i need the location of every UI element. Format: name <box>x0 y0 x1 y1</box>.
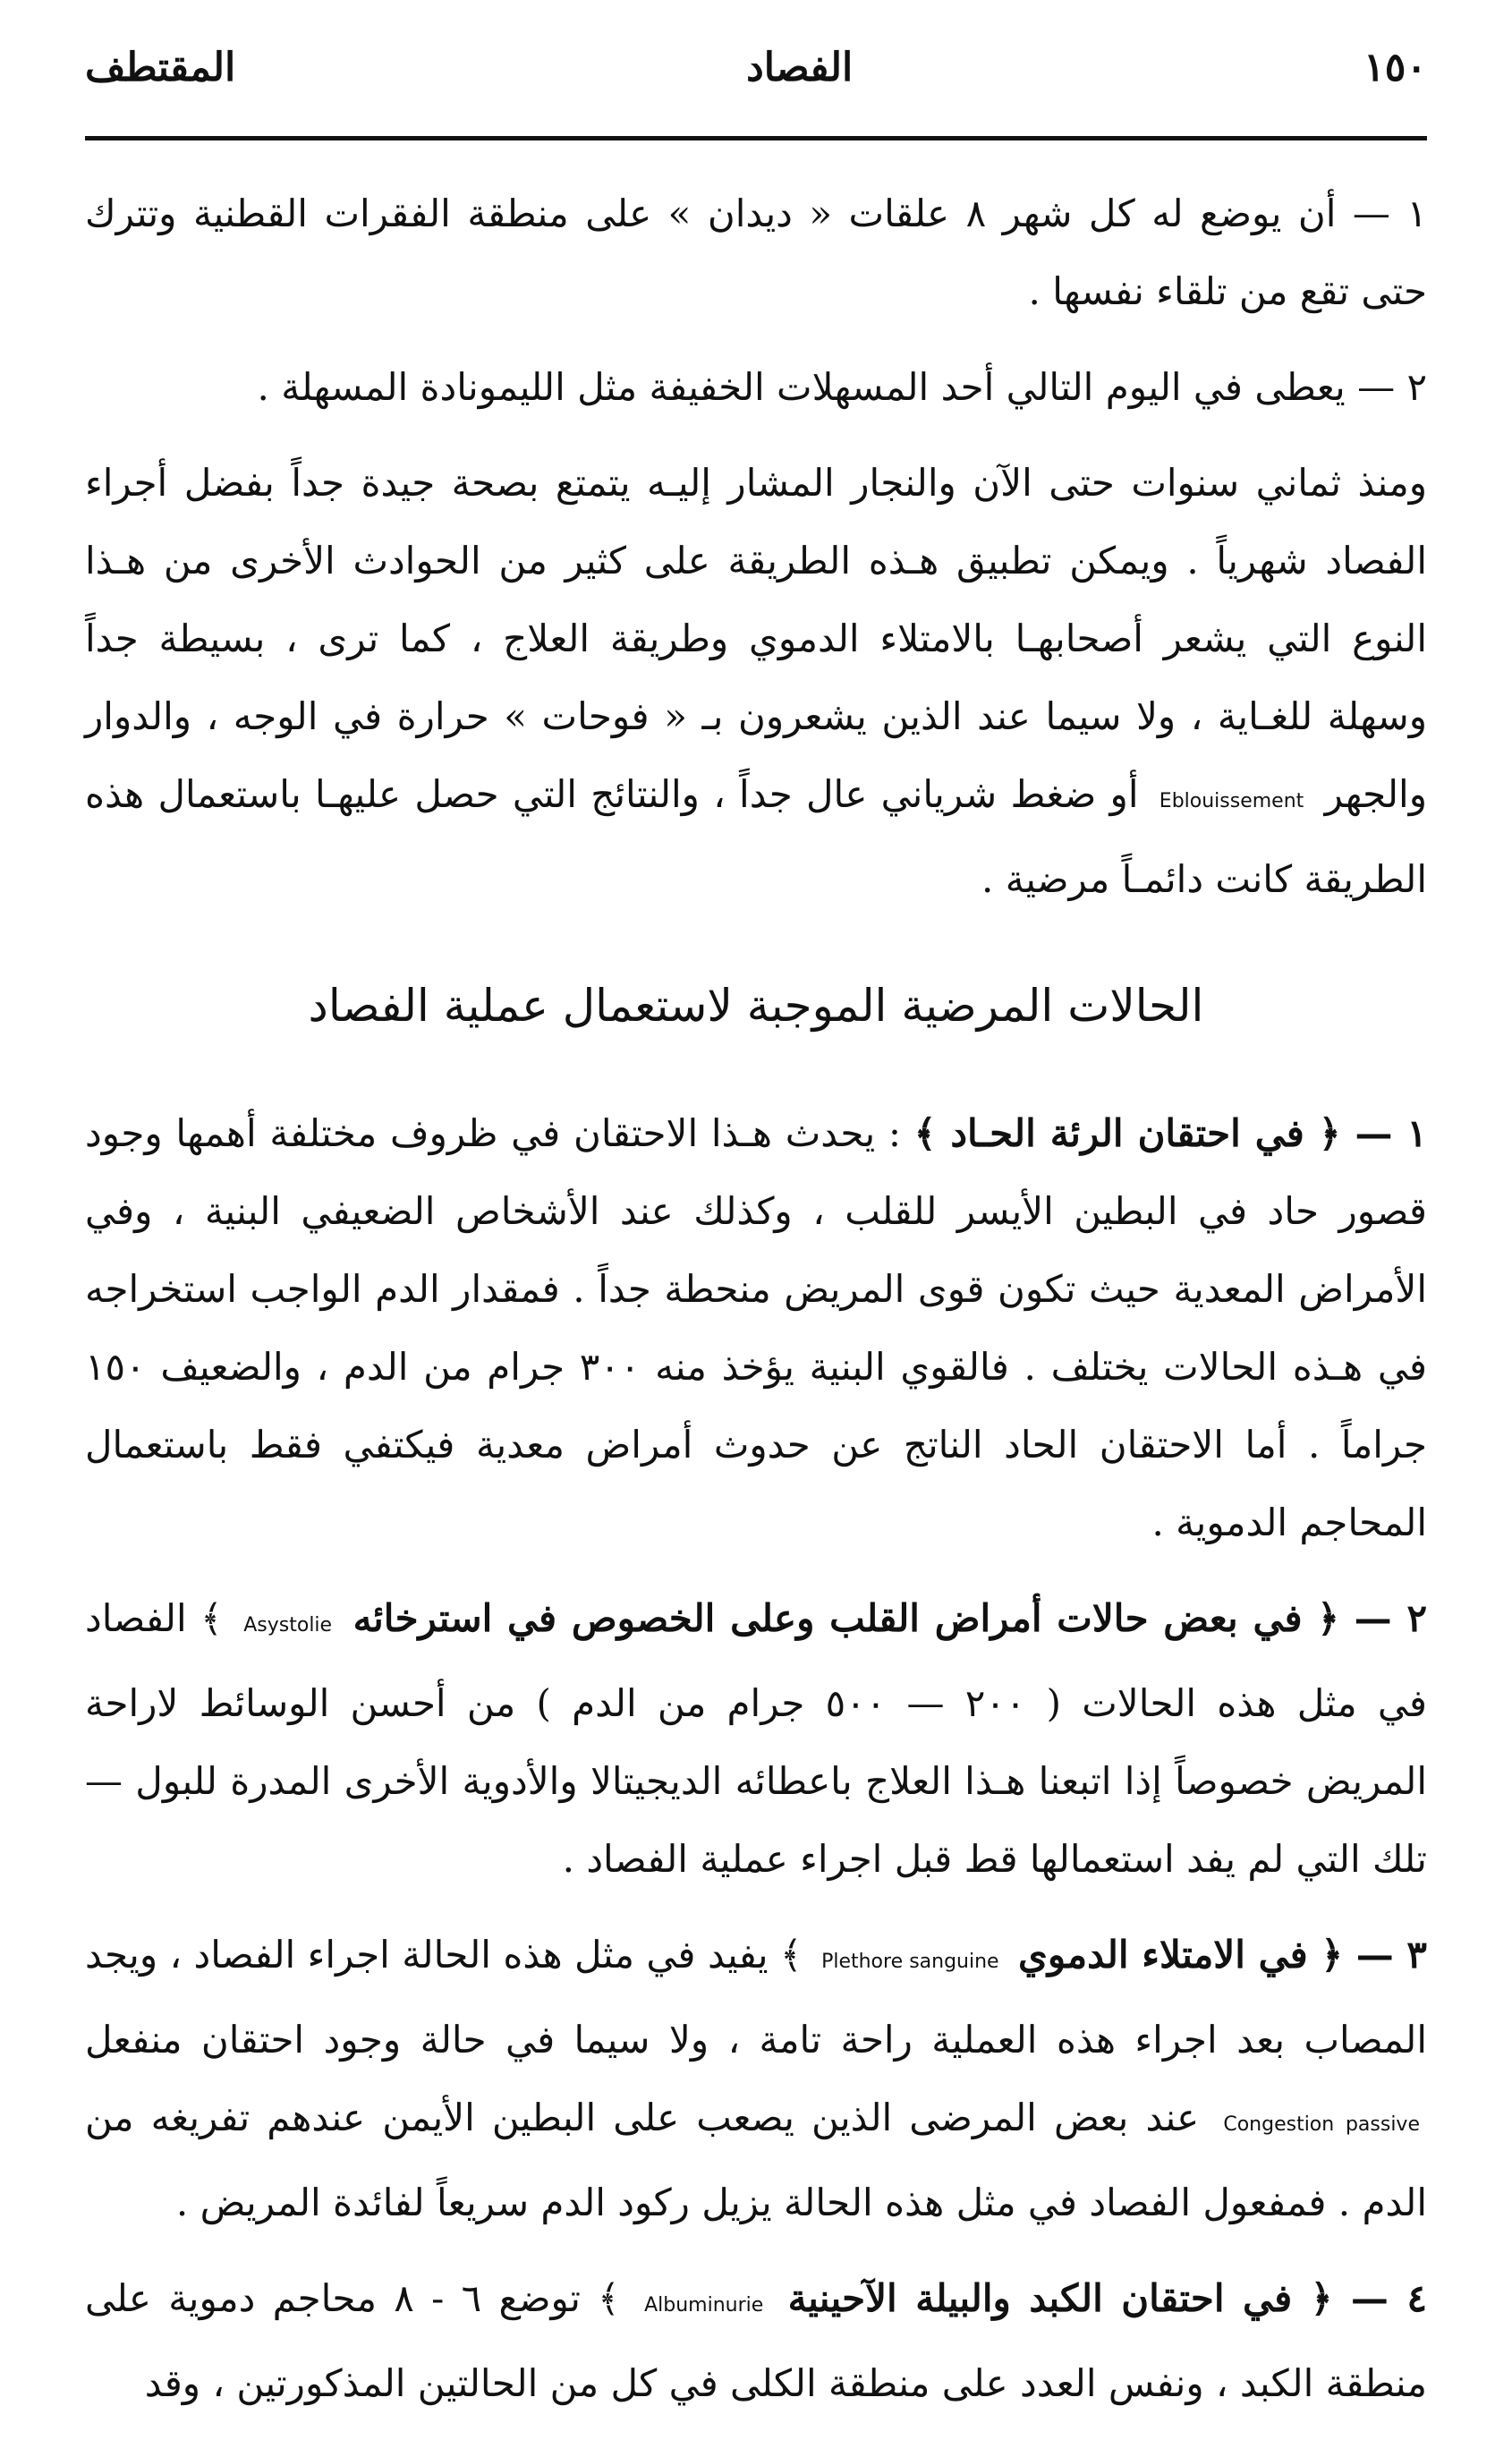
latin-term-albuminurie: Albuminurie <box>644 2294 764 2317</box>
latin-term-congestion: Congestion passive <box>1223 2113 1420 2136</box>
latin-term-plethore: Plethore sanguine <box>821 1951 999 1973</box>
paragraph-2: ٢ — يعطى في اليوم التالي أحد المسهلات الخفيفة مثل الليمونادة المسهلة . <box>257 365 1427 409</box>
case-3-text-a: ﴾ يفيد في مثل هذه الحالة اجراء الفصاد ، ويجد المصاب بعد اجراء هذه العملية راحة تامة ، ولا سيما في حالة وجود احتقان منفعل <box>85 1933 1427 2062</box>
header-rule <box>85 136 1427 140</box>
case-3 <box>85 1916 1427 2241</box>
case-1-label: ١ — ﴿ في احتقان الرئة الحـاد ﴾ <box>913 1111 1428 1155</box>
latin-term-asystolie: Asystolie <box>243 1614 333 1637</box>
case-1 <box>85 1094 1427 1561</box>
journal-title: المقتطف <box>85 44 236 90</box>
paragraph-3-text-a: ومنذ ثماني سنوات حتى الآن والنجار المشار إليـه يتمتع بصحة جيدة جداً بفضل أجراء الفصاد شهرياً . ويمكن تطبيق هـذه الطريقة على كثير من الحوادث الأخرى من هـذا النوع التي يشعر أصحابهـا بالامتلاء الدموي وطريقة العلاج ، كما ترى ، بسيطة جداً وسهلة للغـاية ، ولا سيما عند الذين يشعرون بـ « فوحات » حرارة في الوجه ، والدوار والجهر <box>85 461 1427 816</box>
page-number: ١٥٠ <box>1363 44 1427 90</box>
case-4-label: ٤ — ﴿ في احتقان الكبد والبيلة الآحينية <box>787 2276 1428 2320</box>
running-header <box>85 36 1427 98</box>
page-body <box>85 174 1427 2440</box>
case-2 <box>85 1579 1427 1898</box>
case-3-label: ٣ — ﴿ في الامتلاء الدموي <box>1018 1933 1427 1977</box>
case-4-text: ﴾ توضع ٦ - ٨ محاجم دموية على منطقة الكبد ، ونفس العدد على منطقة الكلى في كل من الحالتين المذكورتين ، وقد <box>85 2276 1427 2405</box>
section-heading: الحالات المرضية الموجبة لاستعمال عملية الفصاد <box>308 980 1204 1032</box>
latin-term-eblouissement: Eblouissement <box>1159 790 1304 812</box>
paragraph-3 <box>85 444 1427 918</box>
case-1-text: : يحدث هـذا الاحتقان في ظروف مختلفة أهمها وجود قصور حاد في البطين الأيسر للقلب ، وكذلك عند الأشخاص الضعيفي البنية ، وفي الأمراض المعدية حيث تكون قوى المريض منحطة جداً . فمقدار الدم الواجب استخراجه في هـذه الحالات يختلف . فالقوي البنية يؤخذ منه ٣٠٠ جرام من الدم ، والضعيف ١٥٠ جراماً . أما الاحتقان الحاد الناتج عن حدوث أمراض معدية فيكتفي فقط باستعمال المحاجم الدموية . <box>85 1111 1427 1544</box>
section-title: الفصاد <box>746 44 854 90</box>
case-4 <box>85 2259 1427 2422</box>
case-2-label: ٢ — ﴿ في بعض حالات أمراض القلب وعلى الخصوص في استرخائه <box>353 1596 1427 1640</box>
case-3-text-b: عند بعض المرضى الذين يصعب على البطين الأيمن عندهم تفريغه من الدم . فمفعول الفصاد في مثل هذه الحالة يزيل ركود الدم سريعاً لفائدة المريض . <box>85 2096 1427 2224</box>
paragraph-1: ١ — أن يوضع له كل شهر ٨ علقات « ديدان » على منطقة الفقرات القطنية وتترك حتى تقع من تلقاء نفسها . <box>85 191 1427 313</box>
paragraph-3-text-b: أو ضغط شرياني عال جداً ، والنتائج التي حصل عليهـا باستعمال هذه الطريقة كانت دائمـاً مرضية . <box>85 772 1427 901</box>
case-2-text: ﴾ الفصاد في مثل هذه الحالات ( ٢٠٠ — ٥٠٠ جرام من الدم ) من أحسن الوسائط لاراحة المريض خصوصاً إذا اتبعنا هـذا العلاج باعطائه الديجيتالا والأدوية الأخرى المدرة للبول — تلك التي لم يفد استعمالها قط قبل اجراء عملية الفصاد . <box>85 1596 1427 1881</box>
